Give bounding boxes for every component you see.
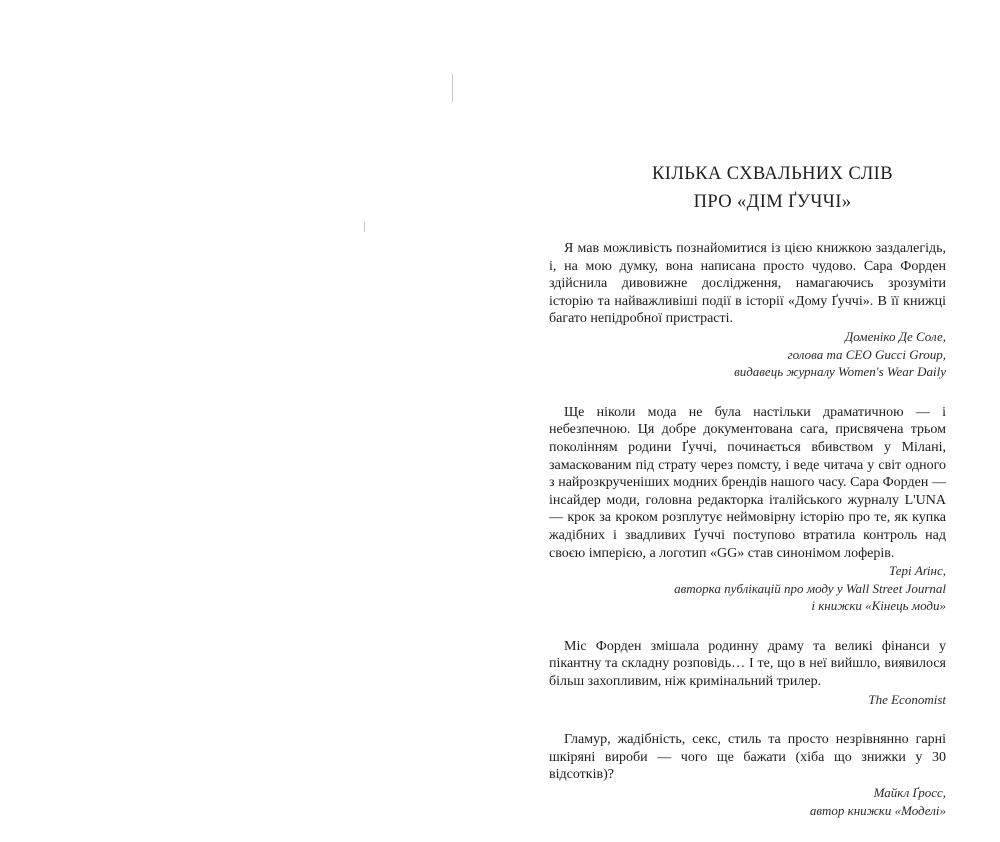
- blurb-quote: Ще ніколи мода не була настільки драматичною — і небезпечною. Ця добре документована сага, присвячена трьом поколінням родини Ґуччі, починається вбивством у Мілані, замаскованим під страту через помсту, і веде читача у світ одного з найрозкрученіших модних брендів нашого часу. Сара Форден — інсайдер моди, головна редакторка італійського журналу L'UNA — крок за кроком розплутує неймовірну історію про те, як купка жадібних і звадливих Ґуччі поступово втратила контроль над своєю імперією, а логотип «GG» став синонімом лоферів.: [549, 404, 946, 561]
- blurb-list: [549, 240, 946, 842]
- page-title: [549, 160, 946, 216]
- attribution-line: голова та CEO Gucci Group,: [787, 346, 946, 362]
- blurb-michael-gross: [549, 731, 946, 819]
- attribution-line: автор книжки «Моделі»: [809, 802, 946, 818]
- blurb-attribution: [549, 562, 946, 615]
- title-line: ПРО «ДІМ ҐУЧЧІ»: [693, 192, 852, 212]
- right-page: [549, 0, 946, 818]
- attribution-line: видавець журналу Women's Wear Daily: [734, 364, 946, 380]
- blurb-teri-agins: [549, 404, 946, 615]
- blurb-domenico-de-sole: [549, 240, 946, 381]
- blurb-the-economist: [549, 638, 946, 708]
- blurb-quote: Я мав можливість познайомитися із цією книжкою заздалегідь, і, на мою думку, вона написана просто чудово. Сара Форден здійснила дивовижне дослідження, намагаючись зрозуміти історію та найважливіші події в історії «Дому Ґуччі». В її книжці багато непідробної пристрасті.: [549, 241, 946, 327]
- scan-mark: [452, 74, 453, 102]
- blurb-attribution: [549, 328, 946, 381]
- blurb-attribution: [549, 691, 946, 709]
- attribution-line: авторка публікацій про моду у Wall Street Journal: [674, 580, 946, 596]
- attribution-line: Доменіко Де Соле,: [845, 328, 946, 344]
- attribution-line: Майкл Ґросс,: [873, 785, 946, 801]
- attribution-line: The Economist: [868, 691, 946, 707]
- scan-mark: [364, 222, 365, 232]
- title-line: КІЛЬКА СХВАЛЬНИХ СЛІВ: [652, 164, 893, 184]
- blurb-attribution: [549, 784, 946, 819]
- attribution-line: Тері Аґінс,: [888, 563, 946, 579]
- left-page: [0, 0, 500, 712]
- blurb-quote: Гламур, жадібність, секс, стиль та просто незрівнянно гарні шкіряні вироби — чого ще бажати (хіба що знижки у 30 відсотків)?: [549, 732, 946, 783]
- attribution-line: і книжки «Кінець моди»: [811, 598, 946, 614]
- blurb-quote: Міс Форден змішала родинну драму та великі фінанси у пікантну та складну розповідь… І те, що в неї вийшло, виявилося більш захопливим, ніж кримінальний трилер.: [549, 638, 946, 690]
